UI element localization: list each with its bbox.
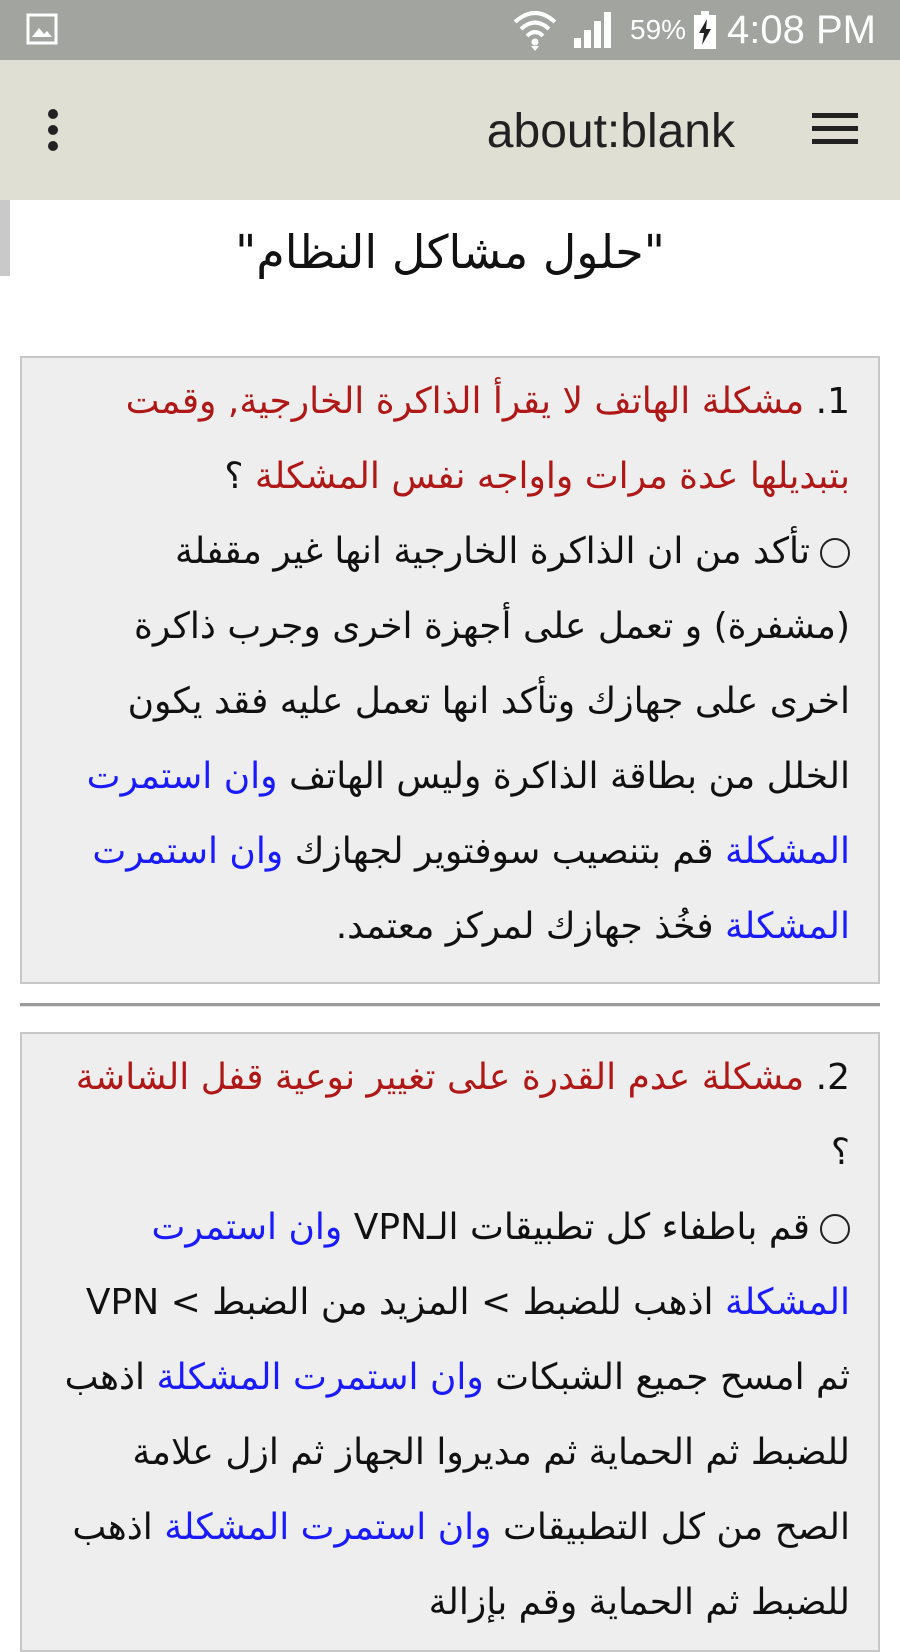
- clock: 4:08 PM: [727, 8, 876, 52]
- answer-link[interactable]: وان استمرت المشكلة: [164, 1507, 492, 1548]
- answer-text: قم بتنصيب سوفتوير لجهازك: [294, 831, 714, 872]
- page-url-title[interactable]: about:blank: [486, 105, 735, 158]
- bullet-circle-icon: [820, 1214, 850, 1244]
- status-bar: [0, 0, 900, 60]
- faq-item-2: [20, 1032, 880, 1652]
- divider: [20, 1003, 880, 1007]
- answer-text: فخُذ جهازك لمركز معتمد.: [335, 906, 714, 947]
- answer-link[interactable]: وان استمرت المشكلة: [92, 831, 850, 947]
- question-text: مشكلة الهاتف لا يقرأ الذاكرة الخارجية, وقمت بتبديلها عدة مرات واواجه نفس المشكلة: [125, 381, 850, 497]
- answer-text: قم باطفاء كل تطبيقات الـVPN: [353, 1207, 810, 1248]
- wifi-icon: [512, 8, 558, 57]
- item-number: 1.: [815, 381, 850, 422]
- answer-text: اذهب للضبط > المزيد من الضبط > VPN ثم امسح جميع الشبكات: [85, 1282, 850, 1398]
- faq-item-1: [20, 356, 880, 984]
- answer-text: اذهب للضبط ثم الحماية ثم مديروا الجهاز ثم ازل علامة الصح من كل التطبيقات: [64, 1357, 850, 1548]
- answer-2: [50, 1190, 850, 1640]
- page-title: "حلول مشاكل النظام": [235, 225, 665, 279]
- hamburger-menu-icon[interactable]: [812, 112, 858, 150]
- battery-charging-icon: [693, 10, 717, 55]
- answer-link[interactable]: وان استمرت المشكلة: [151, 1207, 850, 1323]
- question-text: مشكلة عدم القدرة على تغيير نوعية قفل الشاشة: [75, 1057, 805, 1098]
- bullet-circle-icon: [820, 538, 850, 568]
- answer-text: اذهب للضبط ثم الحماية وقم بإزالة: [72, 1507, 850, 1623]
- answer-link[interactable]: وان استمرت المشكلة: [86, 756, 850, 872]
- battery-percent: 59%: [630, 14, 687, 45]
- answer-1: [50, 514, 850, 964]
- more-options-icon[interactable]: [46, 108, 60, 156]
- gallery-notification-icon: [26, 13, 58, 50]
- signal-strength-icon: [572, 10, 616, 55]
- question-1: [50, 364, 850, 514]
- question-mark: ؟: [830, 1132, 850, 1173]
- answer-link[interactable]: وان استمرت المشكلة: [156, 1357, 484, 1398]
- answer-text: تأكد من ان الذاكرة الخارجية انها غير مقفلة (مشفرة) و تعمل على أجهزة اخرى وجرب ذاكرة اخرى على جهازك وتأكد انها تعمل عليه فقد يكون الخلل من بطاقة الذاكرة وليس الهاتف: [127, 531, 850, 797]
- question-mark: ؟: [224, 456, 244, 497]
- item-number: 2.: [815, 1057, 850, 1098]
- browser-toolbar: [0, 60, 900, 200]
- question-2: [50, 1040, 850, 1190]
